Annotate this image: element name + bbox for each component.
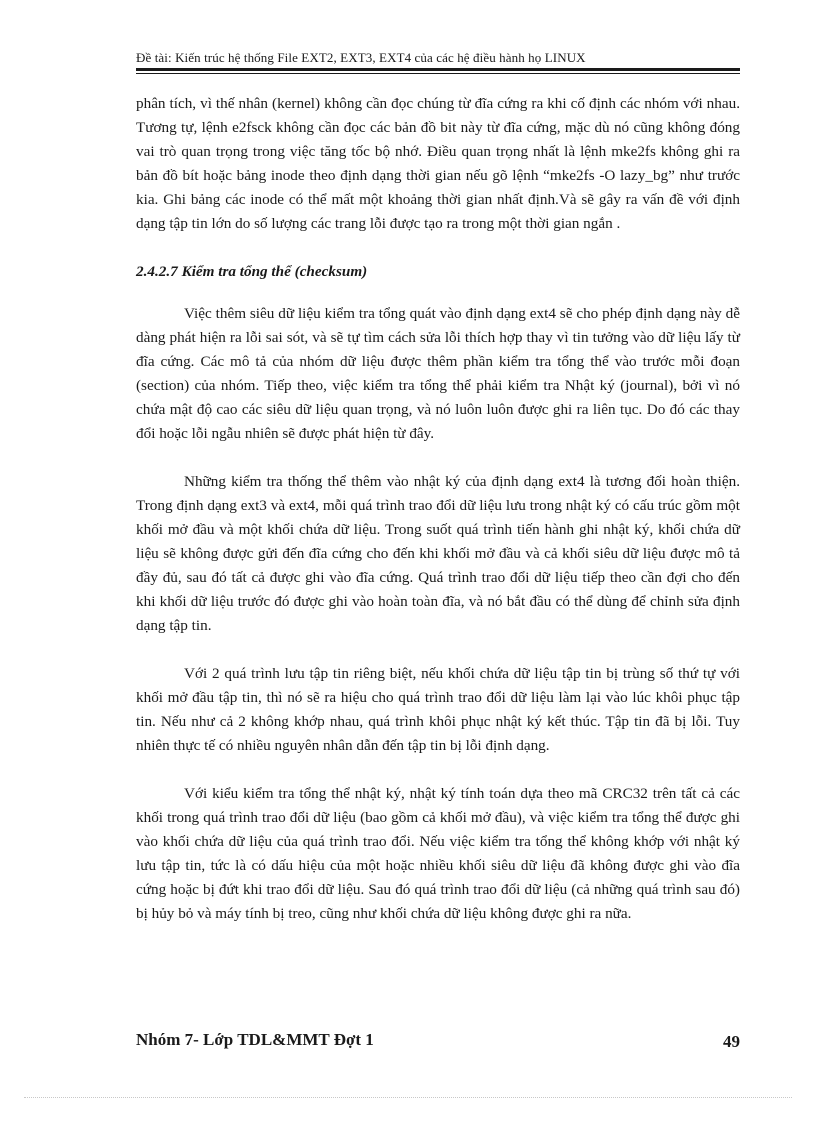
paragraph-journal-checksum: Những kiểm tra thống thể thêm vào nhật ký của định dạng ext4 là tương đối hoàn thiện. Trong định dạng ext3 và ext4, mỗi quá trình trao đổi dữ liệu lưu trong nhật ký có cấu trúc gồm một khối mở đầu và một khối chứa dữ liệu. Trong suốt quá trình tiến hành ghi nhật ký, khối chứa dữ liệu sẽ không được gửi đến đĩa cứng cho đến khi khối mở đầu và cả khối siêu dữ liệu được mô tả đầy đủ, sau đó tất cả được ghi vào đĩa cứng. Quá trình trao đổi dữ liệu tiếp theo cần đợi cho đến khi khối dữ liệu trước đó được ghi vào hoàn toàn đĩa, và nó bắt đầu có thể dùng để chỉnh sửa định dạng tập tin.: [136, 473, 740, 634]
footer-group-label: Nhóm 7- Lớp TDL&MMT Đợt 1: [136, 1030, 374, 1049]
header-rule-thick: [136, 68, 740, 71]
paragraph-separate-processes: Với 2 quá trình lưu tập tin riêng biệt, nếu khối chứa dữ liệu tập tin bị trùng số thứ tự với khối mở đầu tập tin, thì nó sẽ ra hiệu cho quá trình trao đổi dữ liệu làm lại vào lúc khôi phục tập tin. Nếu như cả 2 không khớp nhau, quá trình khôi phục nhật ký kết thúc. Tập tin đã bị lỗi. Tuy nhiên thực tế có nhiều nguyên nhân dẫn đến tập tin bị lỗi định dạng.: [136, 665, 740, 754]
header-title: Đề tài: Kiến trúc hệ thống File EXT2, EXT3, EXT4 của các hệ điều hành họ LINUX: [136, 50, 586, 65]
page-bottom-border: [24, 1097, 792, 1098]
paragraph-checksum-intro: Việc thêm siêu dữ liệu kiểm tra tổng quát vào định dạng ext4 sẽ cho phép định dạng này dễ dàng phát hiện ra lỗi sai sót, và sẽ tự tìm cách sửa lỗi thích hợp thay vì tin tưởng vào dữ liệu lấy từ đĩa cứng. Các mô tả của nhóm dữ liệu được thêm phần kiểm tra tổng thể vào trước mỗi đoạn (section) của nhóm. Tiếp theo, việc kiểm tra tổng thể phải kiểm tra Nhật ký (journal), bởi vì nó chứa mật độ cao các siêu dữ liệu quan trọng, và nó luôn luôn được ghi ra liên tục. Do đó các thay đổi hoặc lỗi ngẫu nhiên sẽ được phát hiện từ đây.: [136, 305, 740, 442]
section-heading: 2.4.2.7 Kiểm tra tổng thể (checksum): [136, 263, 368, 280]
page-number: 49: [723, 1032, 740, 1051]
page-header: [136, 50, 740, 66]
paragraph-crc32: Với kiểu kiểm tra tổng thể nhật ký, nhật ký tính toán dựa theo mã CRC32 trên tất cả các khối trong quá trình trao đổi dữ liệu (bao gồm cả khối mở đầu), và việc kiểm tra tổng thể được ghi vào khối chứa dữ liệu của quá trình trao đổi. Nếu việc kiểm tra tổng thể không khớp với nhật ký lưu tập tin, tức là có dấu hiệu của một hoặc nhiều khối siêu dữ liệu đã không được ghi vào đĩa cứng hoặc bị đứt khi trao đổi dữ liệu. Sau đó quá trình trao đổi dữ liệu (cả những quá trình sau đó) bị hủy bỏ và máy tính bị treo, cũng như khối chứa dữ liệu không được ghi ra nữa.: [136, 785, 740, 922]
paragraph-continued: phân tích, vì thế nhân (kernel) không cần đọc chúng từ đĩa cứng ra khi cố định các nhóm với nhau. Tương tự, lệnh e2fsck không cần đọc các bản đồ bit này từ đĩa cứng, mặc dù nó cũng không đóng vai trò quan trọng trong việc tăng tốc bộ nhớ. Điều quan trọng nhất là lệnh mke2fs không ghi ra bản đồ bít hoặc bảng inode theo định dạng thời gian nếu gõ lệnh “mke2fs -O lazy_bg” như trước kia. Ghi bảng các inode có thể mất một khoảng thời gian nhất định.Và sẽ gây ra vấn đề với định dạng tập tin lớn do số lượng các trang lỗi được tạo ra trong một thời gian ngắn .: [136, 95, 740, 232]
header-rule-thin: [136, 73, 740, 74]
document-body: [136, 92, 740, 950]
